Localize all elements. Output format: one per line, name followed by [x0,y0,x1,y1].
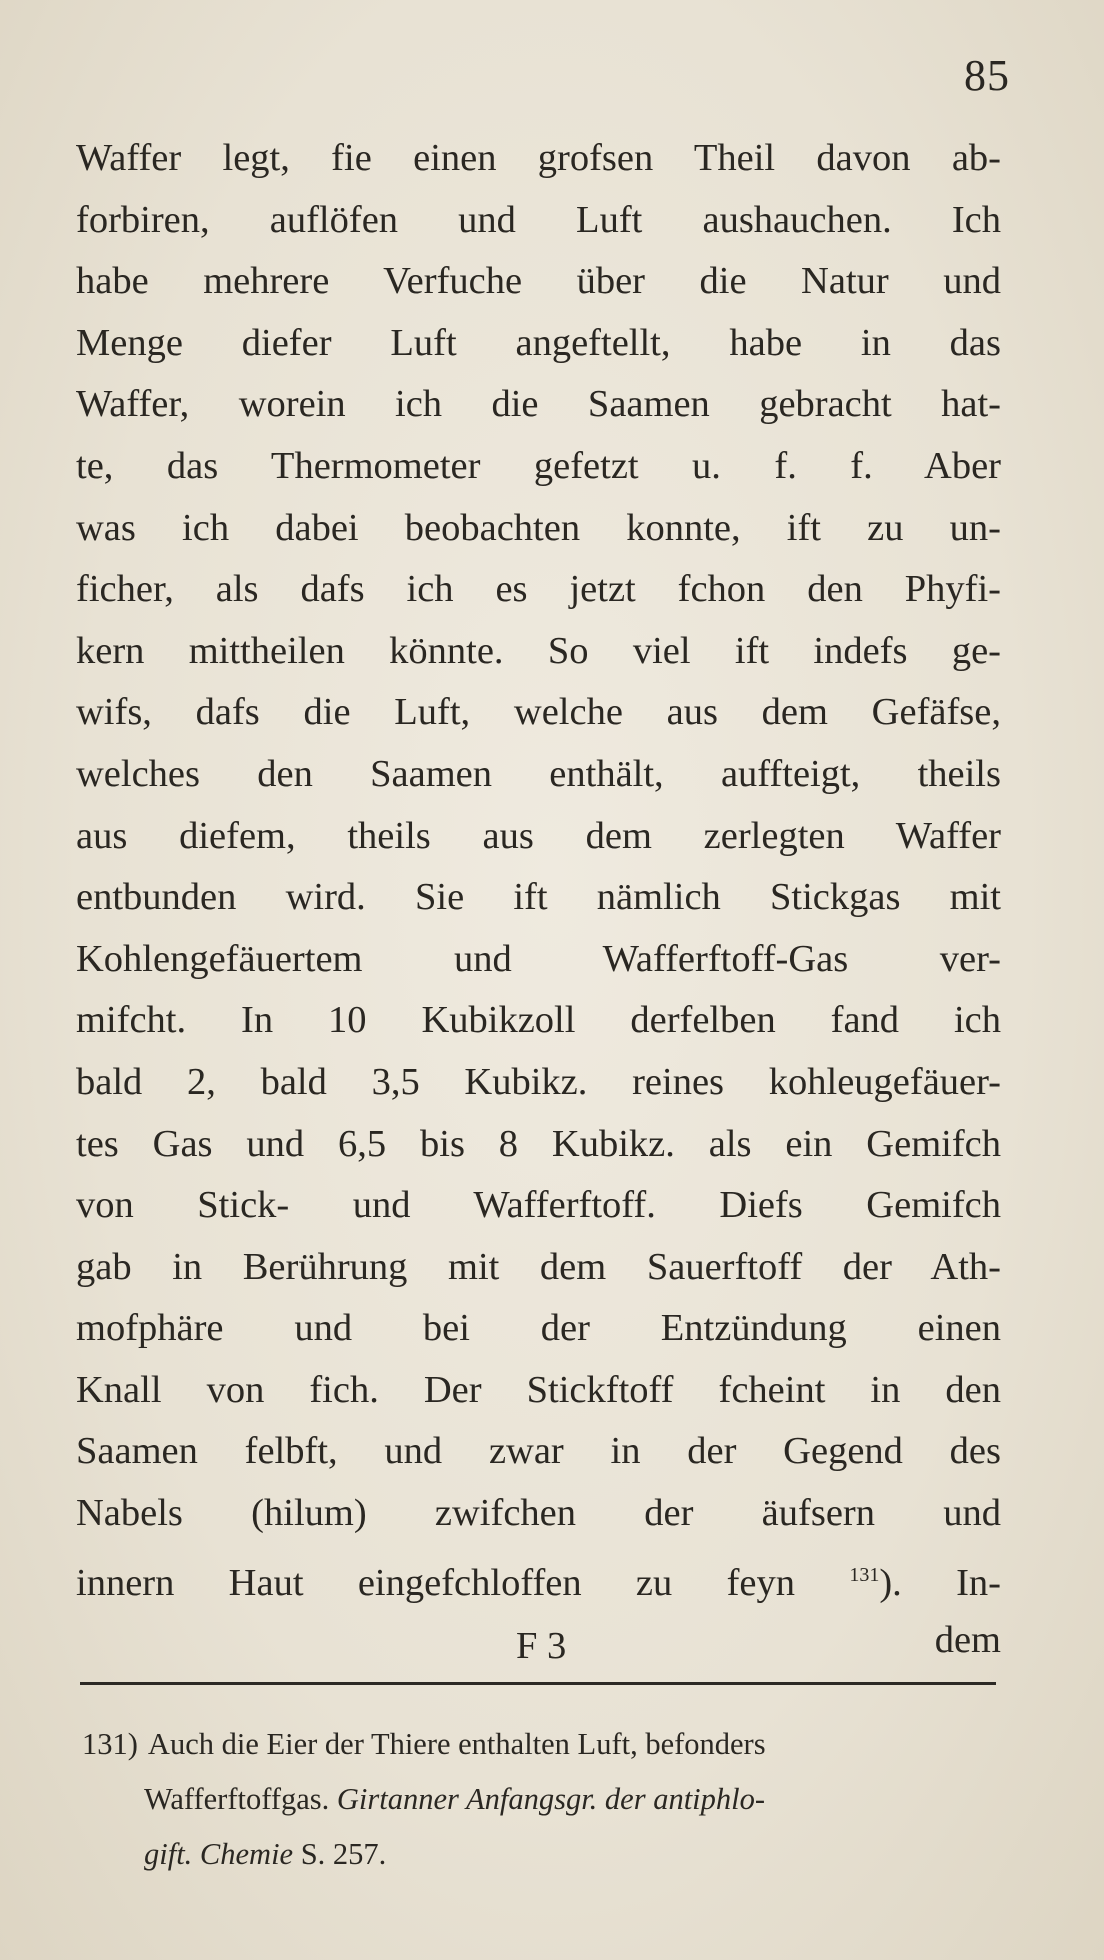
text-line: Kohlengefäuertem und Wafferftoff-Gas ver- [76,937,1001,980]
text-line: von Stick- und Wafferftoff. Diefs Gemifch [76,1184,1001,1227]
page-number: 85 [964,51,1010,100]
footnote-text: Auch die Eier der Thiere enthalten Luft, befonders [147,1727,766,1761]
text-line: forbiren, auflöfen und Luft aushauchen. Ich [76,198,1001,241]
text-line: te, das Thermometer gefetzt u. f. f. Aber [76,444,1001,487]
footnote-text: S. 257. [300,1837,387,1871]
text-line: mofphäre und bei der Entzündung einen [76,1307,1001,1350]
text-line: Knall von fich. Der Stickftoff fcheint in den [76,1368,1001,1411]
footnote-line [82,1717,998,1772]
text-line: Waffer legt, fie einen grofsen Theil davon ab- [76,137,1001,179]
text-line: ficher, als dafs ich es jetzt fchon den Phyfi- [76,568,1001,611]
text-line: aus diefem, theils aus dem zerlegten Waffer [76,814,1001,857]
text-line: Saamen felbft, und zwar in der Gegend des [76,1430,1001,1473]
footnote-line [82,1827,998,1882]
footnote-text: Wafferftoffgas. [144,1782,330,1816]
text-line: kern mittheilen könnte. So viel ift indefs ge- [76,629,1001,672]
text-segment: innern Haut eingefchloffen zu feyn [76,1561,795,1604]
text-line: Waffer, worein ich die Saamen gebracht hat- [76,383,1001,426]
footnote-divider [80,1682,996,1685]
signature-mark: F 3 [516,1625,567,1667]
text-line: wifs, dafs die Luft, welche aus dem Gefäfse, [76,691,1001,734]
text-line: mifcht. In 10 Kubikzoll derfelben fand ich [76,999,1001,1042]
footnote-marker: 131) [82,1727,138,1761]
text-line: Menge diefer Luft angeftellt, habe in das [76,321,1001,364]
text-line: welches den Saamen enthält, auffteigt, theils [76,752,1001,795]
footnote-citation: Girtanner Anfangsgr. der antiphlo- [336,1782,766,1816]
main-text [76,128,1001,1606]
text-line: entbunden wird. Sie ift nämlich Stickgas mit [76,876,1001,919]
signature-row [76,1618,1001,1678]
text-line: Nabels (hilum) zwifchen der äufsern und [76,1492,1001,1535]
text-segment: In- [956,1561,1001,1604]
text-line: gab in Berührung mit dem Sauerftoff der Ath- [76,1245,1001,1288]
text-line: tes Gas und 6,5 bis 8 Kubikz. als ein Gemifch [76,1122,1001,1165]
text-line: habe mehrere Verfuche über die Natur und [76,260,1001,303]
footnote [82,1717,998,1882]
text-segment: ). [879,1561,902,1604]
footnote-reference: 131 [849,1563,880,1586]
footnote-line [82,1772,998,1827]
text-line: was ich dabei beobachten konnte, ift zu un- [76,506,1001,549]
text-line-with-reference [76,1545,1001,1607]
footnote-citation: gift. Chemie [144,1837,294,1871]
catchword: dem [934,1619,1001,1661]
text-line: bald 2, bald 3,5 Kubikz. reines kohleugefäuer- [76,1060,1001,1103]
